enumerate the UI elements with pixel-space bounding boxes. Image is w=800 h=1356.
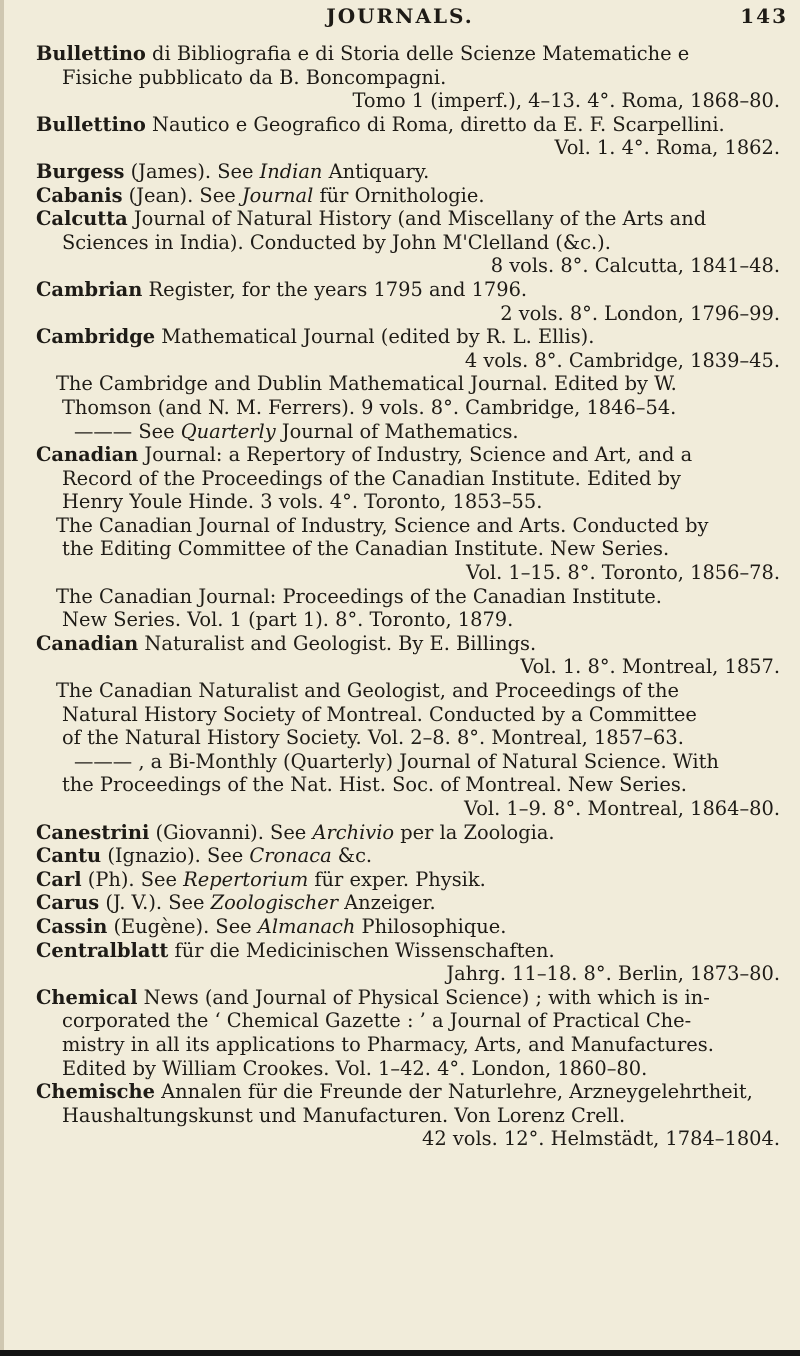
entry-line (36, 632, 788, 656)
entry-text: (Ph). See (81, 867, 184, 891)
journal-entry (36, 113, 788, 160)
entry-text: (Jean). See (122, 183, 242, 207)
entry-text: Edited by William Crookes. Vol. 1–42. 4°. London, 1860–80. (62, 1056, 648, 1080)
entry-text: the Proceedings of the Nat. Hist. Soc. of Montreal. New Series. (62, 773, 687, 797)
journal-entry (36, 325, 788, 372)
entry-line (36, 962, 788, 986)
entry-cross-reference-title: Journal (241, 183, 314, 207)
entry-line (36, 302, 788, 326)
entry-line (36, 585, 788, 609)
entry-text: (Eugène). See (107, 914, 258, 938)
entry-line (36, 514, 788, 538)
entry-text: Vol. 1–15. 8°. Toronto, 1856–78. (465, 561, 780, 585)
entry-line (36, 868, 788, 892)
entry-line (36, 773, 788, 797)
entry-text: 8 vols. 8°. Calcutta, 1841–48. (490, 254, 780, 278)
journal-entry (36, 986, 788, 1080)
page-number: 143 (740, 4, 788, 28)
entry-text-after: Journal of Mathematics. (275, 419, 519, 443)
entry-headword: Bullettino (36, 112, 146, 136)
entry-text: Annalen für die Freunde der Naturlehre, Arzneygelehrtheit, (154, 1080, 753, 1104)
entry-headword: Centralblatt (36, 938, 169, 962)
entry-line (36, 1057, 788, 1081)
entry-text: 42 vols. 12°. Helmstädt, 1784–1804. (421, 1127, 780, 1151)
entry-line (36, 89, 788, 113)
entry-text: Thomson (and N. M. Ferrers). 9 vols. 8°. Cambridge, 1846–54. (62, 395, 677, 419)
entry-headword: Chemical (36, 985, 138, 1009)
entry-line (36, 1033, 788, 1057)
entry-cross-reference-title: Archivio (312, 820, 395, 844)
entry-text: Naturalist and Geologist. By E. Billings. (138, 631, 537, 655)
journal-entry (36, 443, 788, 514)
entry-headword: Canadian (36, 631, 139, 655)
entry-text: The Canadian Naturalist and Geologist, and Proceedings of the (56, 679, 679, 703)
journal-entry (36, 632, 788, 679)
entry-line (36, 254, 788, 278)
entry-text: Vol. 1. 8°. Montreal, 1857. (520, 655, 780, 679)
entry-line (36, 1080, 788, 1104)
journal-entry-list (36, 42, 788, 1151)
entry-headword: Cambrian (36, 277, 143, 301)
running-header (0, 0, 800, 36)
entry-text: Register, for the years 1795 and 1796. (142, 277, 528, 301)
journal-entry (36, 939, 788, 986)
journal-entry (36, 1080, 788, 1151)
entry-headword: Canestrini (36, 820, 150, 844)
journal-entry (36, 868, 788, 892)
entry-text: The Canadian Journal: Proceedings of the Canadian Institute. (56, 584, 662, 608)
entry-text: See (138, 419, 181, 443)
entry-text: , a Bi-Monthly (Quarterly) Journal of Natural Science. With (138, 749, 719, 773)
entry-line (36, 726, 788, 750)
entry-text: Nautico e Geografico di Roma, diretto da E. F. Scarpellini. (145, 112, 725, 136)
entry-headword: Burgess (36, 159, 125, 183)
entry-text: mistry in all its applications to Pharmacy, Arts, and Manufactures. (62, 1032, 714, 1056)
entry-line (36, 372, 788, 396)
journal-entry (36, 160, 788, 184)
entry-line (36, 561, 788, 585)
journal-entry (36, 844, 788, 868)
entry-line (36, 325, 788, 349)
entry-text: Journal of Natural History (and Miscellany of the Arts and (127, 207, 707, 231)
entry-headword: Cabanis (36, 183, 123, 207)
entry-text: The Canadian Journal of Industry, Science and Arts. Conducted by (56, 513, 709, 537)
entry-text: Record of the Proceedings of the Canadian Institute. Edited by (62, 466, 681, 490)
entry-text-after: Philosophique. (355, 914, 507, 938)
entry-line (36, 537, 788, 561)
entry-line (36, 231, 788, 255)
entry-text: (J. V.). See (99, 891, 211, 915)
entry-line (36, 1009, 788, 1033)
entry-text: 2 vols. 8°. London, 1796–99. (500, 301, 780, 325)
entry-cross-reference-title: Cronaca (249, 844, 332, 868)
journal-entry (36, 514, 788, 585)
entry-cross-reference-title: Repertorium (183, 867, 309, 891)
entry-line (36, 608, 788, 632)
entry-line (36, 184, 788, 208)
entry-line (36, 420, 788, 444)
entry-line (36, 679, 788, 703)
entry-line (36, 490, 788, 514)
entry-headword: Chemische (36, 1080, 155, 1104)
entry-text: di Bibliografia e di Storia delle Scienze Matematiche e (145, 42, 690, 65)
entry-text: of the Natural History Society. Vol. 2–8. 8°. Montreal, 1857–63. (62, 726, 684, 750)
entry-headword: Cambridge (36, 325, 156, 349)
entry-line (36, 986, 788, 1010)
entry-text: Tomo 1 (imperf.), 4–13. 4°. Roma, 1868–80. (352, 89, 780, 113)
entry-line (36, 1104, 788, 1128)
entry-headword: Carl (36, 867, 82, 891)
entry-line (36, 703, 788, 727)
journal-entry (36, 821, 788, 845)
entry-line (36, 396, 788, 420)
entry-text: corporated the ‘ Chemical Gazette : ’ a Journal of Practical Che- (62, 1009, 692, 1033)
running-title: JOURNALS. (326, 4, 474, 28)
entry-text: Journal: a Repertory of Industry, Science and Art, and a (138, 443, 693, 467)
entry-text: für die Medicinischen Wissenschaften. (168, 938, 555, 962)
entry-text: Fisiche pubblicato da B. Boncompagni. (62, 65, 447, 89)
entry-line (36, 891, 788, 915)
entry-text-after: Anzeiger. (337, 891, 436, 915)
entry-text: The Cambridge and Dublin Mathematical Journal. Edited by W. (56, 372, 677, 396)
entry-headword: Cassin (36, 914, 108, 938)
entry-line (36, 160, 788, 184)
entry-cross-reference-title: Zoologischer (210, 891, 338, 915)
entry-line (36, 66, 788, 90)
entry-cross-reference-title: Quarterly (180, 419, 276, 443)
entry-text: News (and Journal of Physical Science) ; with which is in- (137, 985, 710, 1009)
entry-text: Vol. 1. 4°. Roma, 1862. (554, 136, 780, 160)
entry-line (36, 113, 788, 137)
page-edge-shadow (0, 0, 4, 1356)
entry-text-after: &c. (331, 844, 373, 868)
entry-text-after: für Ornithologie. (313, 183, 485, 207)
entry-cross-reference-title: Indian (259, 159, 323, 183)
entry-text: Mathematical Journal (edited by R. L. Ellis). (155, 325, 595, 349)
journal-entry (36, 679, 788, 821)
entry-line (36, 939, 788, 963)
entry-line (36, 821, 788, 845)
entry-line (36, 42, 788, 66)
entry-text-after: Antiquary. (322, 159, 430, 183)
entry-line (36, 915, 788, 939)
journal-entry (36, 278, 788, 325)
journal-entry (36, 915, 788, 939)
journal-entry (36, 42, 788, 113)
entry-text-after: per la Zoologia. (394, 820, 555, 844)
entry-headword: Calcutta (36, 207, 128, 231)
entry-line (36, 655, 788, 679)
entry-text: Natural History Society of Montreal. Conducted by a Committee (62, 702, 697, 726)
journal-entry (36, 585, 788, 632)
entry-text: New Series. Vol. 1 (part 1). 8°. Toronto, 1879. (62, 608, 514, 632)
entry-text: (Ignazio). See (101, 844, 250, 868)
entry-line (36, 349, 788, 373)
entry-text: (Giovanni). See (149, 820, 313, 844)
entry-line (36, 278, 788, 302)
entry-headword: Carus (36, 891, 100, 915)
entry-text: the Editing Committee of the Canadian Institute. New Series. (62, 537, 670, 561)
entry-headword: Cantu (36, 844, 102, 868)
entry-line (36, 844, 788, 868)
entry-line (36, 1127, 788, 1151)
journal-entry (36, 891, 788, 915)
entry-text: Vol. 1–9. 8°. Montreal, 1864–80. (463, 797, 780, 820)
entry-line (36, 207, 788, 231)
entry-text-after: für exper. Physik. (308, 867, 486, 891)
entry-line (36, 797, 788, 821)
entry-line (36, 136, 788, 160)
entry-line (36, 750, 788, 774)
entry-text: Sciences in India). Conducted by John M'Clelland (&c.). (62, 230, 611, 254)
entry-text: (James). See (124, 159, 260, 183)
journal-entry (36, 184, 788, 208)
entry-line (36, 443, 788, 467)
entry-text: Jahrg. 11–18. 8°. Berlin, 1873–80. (446, 962, 780, 986)
entry-headword: Bullettino (36, 42, 146, 65)
journal-entry (36, 207, 788, 278)
entry-cross-reference-title: Almanach (257, 914, 356, 938)
entry-line (36, 467, 788, 491)
entry-text: 4 vols. 8°. Cambridge, 1839–45. (464, 348, 780, 372)
entry-text: Haushaltungskunst und Manufacturen. Von Lorenz Crell. (62, 1103, 626, 1127)
journal-entry (36, 372, 788, 443)
entry-text: Henry Youle Hinde. 3 vols. 4°. Toronto, 1853–55. (62, 490, 543, 514)
entry-headword: Canadian (36, 443, 139, 467)
scan-bottom-border (0, 1350, 800, 1356)
